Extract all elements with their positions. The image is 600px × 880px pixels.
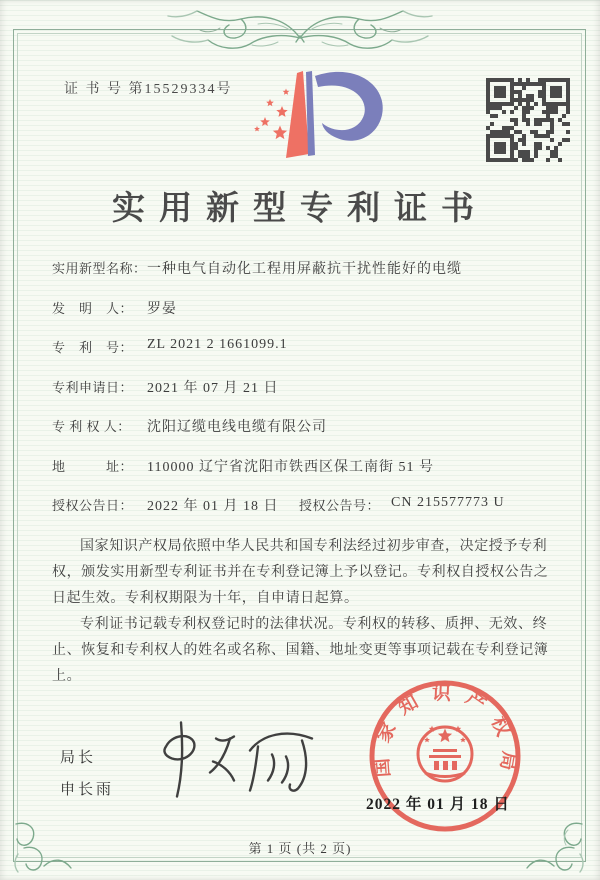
field-row-filing-date [52,377,552,417]
handwritten-signature [150,715,325,803]
page-number: 第 1 页 (共 2 页) [248,841,352,856]
field-row-grant-date [52,495,552,535]
field-label: 专 利 号： [52,340,134,355]
field-value-grant-number: CN 215577773 U [391,495,505,510]
top-flourish-ornament [150,6,450,54]
qr-code [486,78,570,162]
field-value: 一种电气自动化工程用屏蔽抗干扰性能好的电缆 [147,262,462,277]
legal-paragraph-2: 专利证书记载专利权登记时的法律状况。专利权的转移、质押、无效、终止、恢复和专利权人的姓名或名称、国籍、地址变更等事项记载在专利登记簿上。 [52,617,549,684]
field-label-grant-number: 授权公告号： [299,498,381,513]
commissioner-title: 局长 [60,750,97,766]
cnipa-round-seal [357,670,533,846]
field-label: 专 利 权 人： [52,419,131,434]
field-row-inventor [52,298,552,338]
seal-date: 2022 年 01 月 18 日 [366,796,510,813]
field-row-patentee [52,416,552,456]
field-value: 罗晏 [147,301,177,317]
field-label: 专利申请日： [52,379,134,395]
field-value: 沈阳辽缆电线电缆有限公司 [147,420,327,435]
legal-paragraph-1: 国家知识产权局依照中华人民共和国专利法经过初步审查，决定授予专利权，颁发实用新型专利证书并在专利登记簿上予以登记。专利权自授权公告之日起生效。专利权期限为十年，自申请日起算。 [52,539,549,606]
field-label: 实用新型名称： [52,261,147,276]
field-value: 110000 辽宁省沈阳市铁西区保工南街 51 号 [147,459,434,475]
field-label: 发 明 人： [52,300,134,316]
certificate-title: 实用新型专利证书 [112,191,488,227]
field-list [52,258,552,535]
field-value: 2022 年 01 月 18 日 [147,499,279,514]
seal-ring-text: 国家知识产权局 [371,682,520,785]
field-value: ZL 2021 2 1661099.1 [147,337,288,352]
field-row-name [52,258,552,298]
cnipa-logo [236,70,406,175]
certificate-number: 证 书 号 第15529334号 [64,82,233,97]
field-row-patent-number [52,337,552,377]
field-value: 2021 年 07 月 21 日 [147,380,279,396]
field-label: 地 址： [52,458,134,474]
field-label: 授权公告日： [52,498,134,513]
field-row-address [52,456,552,496]
commissioner-name: 申长雨 [60,782,115,798]
legal-text [52,534,550,690]
national-emblem-icon [418,726,472,781]
